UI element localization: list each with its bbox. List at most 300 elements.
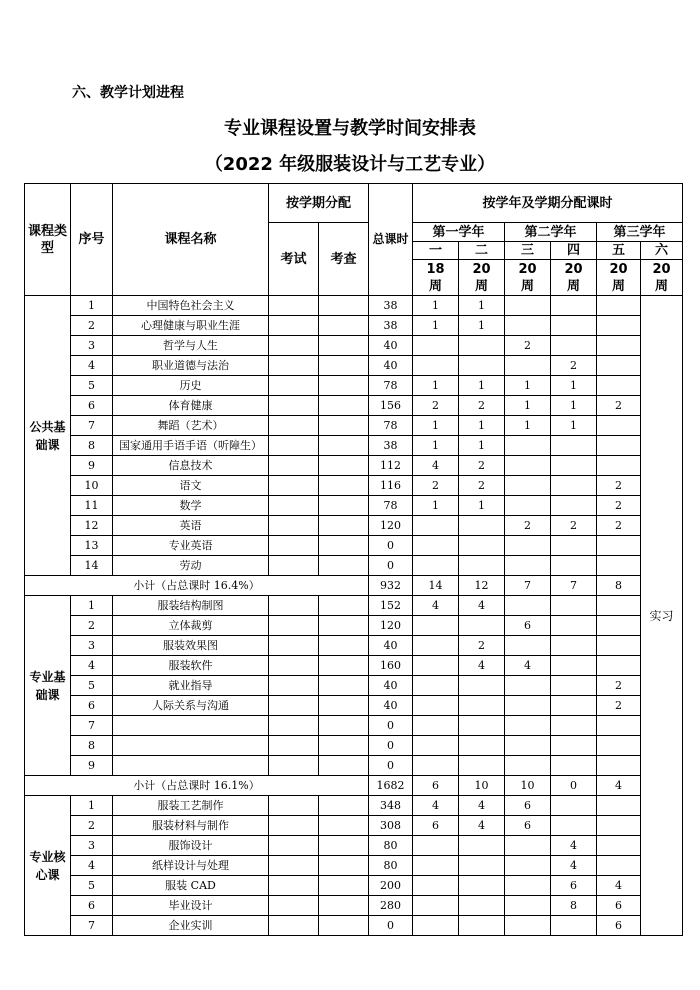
semester-3-cell <box>505 876 551 896</box>
check-cell <box>319 876 369 896</box>
course-name-cell: 服装软件 <box>113 656 269 676</box>
table-row <box>25 836 683 856</box>
course-name-cell: 哲学与人生 <box>113 336 269 356</box>
semester-5-cell <box>597 356 641 376</box>
check-cell <box>319 716 369 736</box>
semester-2-cell <box>459 836 505 856</box>
header-year2: 第二学年 <box>505 223 597 242</box>
total-hours-cell: 308 <box>369 816 413 836</box>
total-hours-cell: 0 <box>369 756 413 776</box>
semester-2-cell: 2 <box>459 636 505 656</box>
semester-1-cell <box>413 836 459 856</box>
course-name-cell: 毕业设计 <box>113 896 269 916</box>
course-name-cell: 数学 <box>113 496 269 516</box>
header-semester-2: 二 <box>459 242 505 260</box>
semester-3-cell: 6 <box>505 796 551 816</box>
semester-2-cell <box>459 916 505 936</box>
subtotal-row <box>25 576 683 596</box>
semester-1-cell: 1 <box>413 316 459 336</box>
semester-5-cell: 2 <box>597 476 641 496</box>
semester-1-cell: 4 <box>413 456 459 476</box>
total-hours-cell: 78 <box>369 416 413 436</box>
header-exam: 考试 <box>269 223 319 296</box>
course-name-cell: 职业道德与法治 <box>113 356 269 376</box>
total-hours-cell: 0 <box>369 536 413 556</box>
semester-4-cell <box>551 796 597 816</box>
header-weeks-4: 20 周 <box>551 260 597 296</box>
check-cell <box>319 756 369 776</box>
seq-cell: 6 <box>71 696 113 716</box>
exam-cell <box>269 756 319 776</box>
semester-1-cell: 1 <box>413 496 459 516</box>
semester-3-cell: 6 <box>505 816 551 836</box>
semester-3-cell <box>505 836 551 856</box>
seq-cell: 1 <box>71 796 113 816</box>
semester-1-cell <box>413 336 459 356</box>
page-subtitle: （2022 年级服装设计与工艺专业） <box>204 154 496 175</box>
semester-4-cell <box>551 696 597 716</box>
category-cell: 公共基础课 <box>25 296 71 576</box>
total-hours-cell: 0 <box>369 916 413 936</box>
semester-1-cell <box>413 876 459 896</box>
seq-cell: 12 <box>71 516 113 536</box>
semester-5-cell: 4 <box>597 876 641 896</box>
course-name-cell: 劳动 <box>113 556 269 576</box>
check-cell <box>319 856 369 876</box>
semester-2-cell <box>459 516 505 536</box>
seq-cell: 8 <box>71 436 113 456</box>
check-cell <box>319 476 369 496</box>
semester-3-cell <box>505 476 551 496</box>
subtotal-semester-3-cell: 10 <box>505 776 551 796</box>
semester-3-cell: 1 <box>505 376 551 396</box>
total-hours-cell: 40 <box>369 636 413 656</box>
seq-cell: 2 <box>71 316 113 336</box>
semester-2-cell <box>459 856 505 876</box>
header-semester-6: 六 <box>641 242 683 260</box>
total-hours-cell: 120 <box>369 616 413 636</box>
semester-2-cell <box>459 556 505 576</box>
table-row <box>25 716 683 736</box>
semester-3-cell <box>505 716 551 736</box>
semester-2-cell <box>459 616 505 636</box>
seq-cell: 6 <box>71 896 113 916</box>
semester-2-cell: 4 <box>459 816 505 836</box>
semester-3-cell <box>505 316 551 336</box>
semester-1-cell: 4 <box>413 796 459 816</box>
semester-1-cell <box>413 896 459 916</box>
subtotal-semester-2-cell: 12 <box>459 576 505 596</box>
check-cell <box>319 396 369 416</box>
semester-1-cell: 1 <box>413 416 459 436</box>
table-row <box>25 516 683 536</box>
subtotal-semester-3-cell: 7 <box>505 576 551 596</box>
seq-cell: 5 <box>71 676 113 696</box>
header-semester-4: 四 <box>551 242 597 260</box>
course-name-cell: 体育健康 <box>113 396 269 416</box>
seq-cell: 3 <box>71 336 113 356</box>
semester-5-cell: 2 <box>597 396 641 416</box>
course-name-cell <box>113 716 269 736</box>
table-row <box>25 676 683 696</box>
semester-3-cell: 6 <box>505 616 551 636</box>
check-cell <box>319 296 369 316</box>
check-cell <box>319 516 369 536</box>
seq-cell: 5 <box>71 376 113 396</box>
semester-4-cell <box>551 536 597 556</box>
check-cell <box>319 556 369 576</box>
semester-3-cell <box>505 896 551 916</box>
header-weeks-3: 20 周 <box>505 260 551 296</box>
page-title: 专业课程设置与教学时间安排表 <box>224 118 476 139</box>
semester-5-cell: 2 <box>597 516 641 536</box>
seq-cell: 11 <box>71 496 113 516</box>
semester-1-cell <box>413 916 459 936</box>
semester-4-cell <box>551 456 597 476</box>
semester-5-cell <box>597 336 641 356</box>
total-hours-cell: 40 <box>369 356 413 376</box>
semester-4-cell: 4 <box>551 856 597 876</box>
semester-4-cell: 8 <box>551 896 597 916</box>
semester-3-cell <box>505 436 551 456</box>
semester-2-cell <box>459 876 505 896</box>
check-cell <box>319 316 369 336</box>
total-hours-cell: 0 <box>369 556 413 576</box>
header-total-hours: 总课时 <box>369 184 413 296</box>
semester-5-cell <box>597 416 641 436</box>
semester-4-cell <box>551 736 597 756</box>
exam-cell <box>269 476 319 496</box>
exam-cell <box>269 516 319 536</box>
table-row <box>25 396 683 416</box>
header-semester-1: 一 <box>413 242 459 260</box>
exam-cell <box>269 816 319 836</box>
schedule-body <box>25 184 683 936</box>
semester-3-cell <box>505 496 551 516</box>
semester-5-cell: 2 <box>597 496 641 516</box>
semester-1-cell <box>413 616 459 636</box>
seq-cell: 2 <box>71 816 113 836</box>
exam-cell <box>269 836 319 856</box>
total-hours-cell: 38 <box>369 436 413 456</box>
schedule-table <box>24 183 683 936</box>
table-row <box>25 356 683 376</box>
header-weeks-6: 20 周 <box>641 260 683 296</box>
course-name-cell: 心理健康与职业生涯 <box>113 316 269 336</box>
check-cell <box>319 376 369 396</box>
total-hours-cell: 0 <box>369 736 413 756</box>
table-row <box>25 636 683 656</box>
header-year1: 第一学年 <box>413 223 505 242</box>
seq-cell: 3 <box>71 636 113 656</box>
semester-4-cell <box>551 336 597 356</box>
semester-5-cell: 2 <box>597 676 641 696</box>
course-name-cell: 服装材料与制作 <box>113 816 269 836</box>
exam-cell <box>269 736 319 756</box>
semester-1-cell: 2 <box>413 476 459 496</box>
check-cell <box>319 496 369 516</box>
semester-4-cell <box>551 756 597 776</box>
semester-5-cell: 6 <box>597 896 641 916</box>
subtotal-total-cell: 932 <box>369 576 413 596</box>
semester-2-cell <box>459 676 505 696</box>
semester-2-cell <box>459 536 505 556</box>
section-title: 六、教学计划进程 <box>72 85 184 101</box>
exam-cell <box>269 316 319 336</box>
semester-1-cell <box>413 856 459 876</box>
total-hours-cell: 78 <box>369 496 413 516</box>
total-hours-cell: 112 <box>369 456 413 476</box>
semester-5-cell <box>597 376 641 396</box>
exam-cell <box>269 896 319 916</box>
check-cell <box>319 356 369 376</box>
table-row <box>25 316 683 336</box>
table-row <box>25 616 683 636</box>
exam-cell <box>269 376 319 396</box>
exam-cell <box>269 596 319 616</box>
semester-5-cell <box>597 816 641 836</box>
semester-3-cell: 4 <box>505 656 551 676</box>
semester-3-cell <box>505 296 551 316</box>
seq-cell: 8 <box>71 736 113 756</box>
semester-4-cell <box>551 496 597 516</box>
semester-4-cell <box>551 556 597 576</box>
semester-1-cell <box>413 516 459 536</box>
semester-3-cell <box>505 456 551 476</box>
table-row <box>25 756 683 776</box>
total-hours-cell: 280 <box>369 896 413 916</box>
semester-1-cell <box>413 656 459 676</box>
table-row <box>25 596 683 616</box>
semester-4-cell: 2 <box>551 356 597 376</box>
exam-cell <box>269 856 319 876</box>
semester-3-cell <box>505 916 551 936</box>
semester-4-cell <box>551 676 597 696</box>
table-row <box>25 476 683 496</box>
semester-1-cell <box>413 696 459 716</box>
seq-cell: 7 <box>71 716 113 736</box>
exam-cell <box>269 616 319 636</box>
semester-4-cell <box>551 716 597 736</box>
header-weeks-2: 20 周 <box>459 260 505 296</box>
semester-2-cell: 4 <box>459 656 505 676</box>
semester-5-cell <box>597 556 641 576</box>
exam-cell <box>269 636 319 656</box>
header-semester-5: 五 <box>597 242 641 260</box>
table-row <box>25 296 683 316</box>
table-row <box>25 536 683 556</box>
total-hours-cell: 80 <box>369 856 413 876</box>
total-hours-cell: 200 <box>369 876 413 896</box>
table-row <box>25 456 683 476</box>
seq-cell: 6 <box>71 396 113 416</box>
total-hours-cell: 116 <box>369 476 413 496</box>
check-cell <box>319 836 369 856</box>
exam-cell <box>269 716 319 736</box>
semester-3-cell: 1 <box>505 396 551 416</box>
semester-5-cell <box>597 656 641 676</box>
semester-2-cell: 1 <box>459 416 505 436</box>
check-cell <box>319 896 369 916</box>
total-hours-cell: 348 <box>369 796 413 816</box>
semester-5-cell <box>597 456 641 476</box>
course-name-cell: 立体裁剪 <box>113 616 269 636</box>
semester-5-cell <box>597 596 641 616</box>
subtotal-semester-5-cell: 8 <box>597 576 641 596</box>
course-name-cell: 信息技术 <box>113 456 269 476</box>
exam-cell <box>269 436 319 456</box>
check-cell <box>319 816 369 836</box>
semester-4-cell <box>551 596 597 616</box>
subtotal-semester-4-cell: 0 <box>551 776 597 796</box>
course-name-cell: 语文 <box>113 476 269 496</box>
header-check: 考查 <box>319 223 369 296</box>
semester-2-cell: 4 <box>459 796 505 816</box>
seq-cell: 7 <box>71 916 113 936</box>
seq-cell: 4 <box>71 656 113 676</box>
semester-2-cell: 2 <box>459 456 505 476</box>
subtotal-semester-4-cell: 7 <box>551 576 597 596</box>
exam-cell <box>269 416 319 436</box>
header-year3: 第三学年 <box>597 223 683 242</box>
semester-1-cell <box>413 736 459 756</box>
semester-1-cell <box>413 356 459 376</box>
semester-3-cell <box>505 356 551 376</box>
seq-cell: 14 <box>71 556 113 576</box>
semester-3-cell <box>505 736 551 756</box>
total-hours-cell: 78 <box>369 376 413 396</box>
semester-5-cell <box>597 836 641 856</box>
table-row <box>25 416 683 436</box>
course-name-cell: 国家通用手语手语（听障生） <box>113 436 269 456</box>
seq-cell: 9 <box>71 456 113 476</box>
semester-4-cell <box>551 436 597 456</box>
course-name-cell: 历史 <box>113 376 269 396</box>
seq-cell: 2 <box>71 616 113 636</box>
semester-3-cell: 2 <box>505 516 551 536</box>
exam-cell <box>269 796 319 816</box>
check-cell <box>319 416 369 436</box>
course-name-cell: 专业英语 <box>113 536 269 556</box>
semester-4-cell <box>551 616 597 636</box>
semester-5-cell: 2 <box>597 696 641 716</box>
header-seq: 序号 <box>71 184 113 296</box>
semester-1-cell <box>413 636 459 656</box>
category-cell: 专业核心课 <box>25 796 71 936</box>
header-semester-assign: 按学期分配 <box>269 184 369 223</box>
table-row <box>25 856 683 876</box>
semester-3-cell <box>505 556 551 576</box>
total-hours-cell: 156 <box>369 396 413 416</box>
semester-3-cell <box>505 696 551 716</box>
semester-1-cell: 2 <box>413 396 459 416</box>
subtotal-label: 小计（占总课时 16.4%） <box>25 576 369 596</box>
semester-5-cell <box>597 716 641 736</box>
subtotal-semester-5-cell: 4 <box>597 776 641 796</box>
semester-4-cell <box>551 656 597 676</box>
total-hours-cell: 160 <box>369 656 413 676</box>
semester-3-cell <box>505 636 551 656</box>
semester-1-cell: 1 <box>413 376 459 396</box>
semester-5-cell <box>597 296 641 316</box>
semester-2-cell <box>459 356 505 376</box>
semester-2-cell <box>459 896 505 916</box>
total-hours-cell: 40 <box>369 676 413 696</box>
total-hours-cell: 80 <box>369 836 413 856</box>
exam-cell <box>269 916 319 936</box>
semester-3-cell: 1 <box>505 416 551 436</box>
semester-1-cell: 4 <box>413 596 459 616</box>
semester-1-cell <box>413 756 459 776</box>
semester-1-cell <box>413 676 459 696</box>
table-row <box>25 436 683 456</box>
header-course-name: 课程名称 <box>113 184 269 296</box>
table-row <box>25 336 683 356</box>
check-cell <box>319 596 369 616</box>
category-cell: 专业基础课 <box>25 596 71 776</box>
semester-5-cell <box>597 856 641 876</box>
course-name-cell: 企业实训 <box>113 916 269 936</box>
table-row <box>25 896 683 916</box>
course-name-cell: 英语 <box>113 516 269 536</box>
total-hours-cell: 152 <box>369 596 413 616</box>
check-cell <box>319 636 369 656</box>
semester-3-cell <box>505 536 551 556</box>
exam-cell <box>269 556 319 576</box>
header-course-type: 课程类型 <box>25 184 71 296</box>
exam-cell <box>269 396 319 416</box>
table-row <box>25 916 683 936</box>
semester-5-cell <box>597 636 641 656</box>
semester-4-cell: 1 <box>551 416 597 436</box>
semester-5-cell <box>597 536 641 556</box>
table-row <box>25 816 683 836</box>
semester-2-cell <box>459 736 505 756</box>
table-row <box>25 736 683 756</box>
semester-5-cell <box>597 616 641 636</box>
semester-2-cell: 4 <box>459 596 505 616</box>
exam-cell <box>269 656 319 676</box>
semester-4-cell <box>551 296 597 316</box>
course-name-cell: 就业指导 <box>113 676 269 696</box>
semester-2-cell: 1 <box>459 436 505 456</box>
semester-3-cell: 2 <box>505 336 551 356</box>
check-cell <box>319 796 369 816</box>
seq-cell: 3 <box>71 836 113 856</box>
table-row <box>25 696 683 716</box>
table-row <box>25 796 683 816</box>
course-name-cell: 服装结构制图 <box>113 596 269 616</box>
table-row <box>25 376 683 396</box>
exam-cell <box>269 336 319 356</box>
check-cell <box>319 696 369 716</box>
internship-cell: 实习 <box>641 296 683 936</box>
exam-cell <box>269 676 319 696</box>
seq-cell: 4 <box>71 356 113 376</box>
semester-4-cell: 1 <box>551 396 597 416</box>
header-weeks-5: 20 周 <box>597 260 641 296</box>
semester-4-cell <box>551 636 597 656</box>
semester-1-cell: 1 <box>413 436 459 456</box>
exam-cell <box>269 456 319 476</box>
semester-3-cell <box>505 676 551 696</box>
subtotal-row <box>25 776 683 796</box>
check-cell <box>319 616 369 636</box>
subtotal-semester-2-cell: 10 <box>459 776 505 796</box>
semester-4-cell <box>551 816 597 836</box>
seq-cell: 1 <box>71 296 113 316</box>
seq-cell: 13 <box>71 536 113 556</box>
